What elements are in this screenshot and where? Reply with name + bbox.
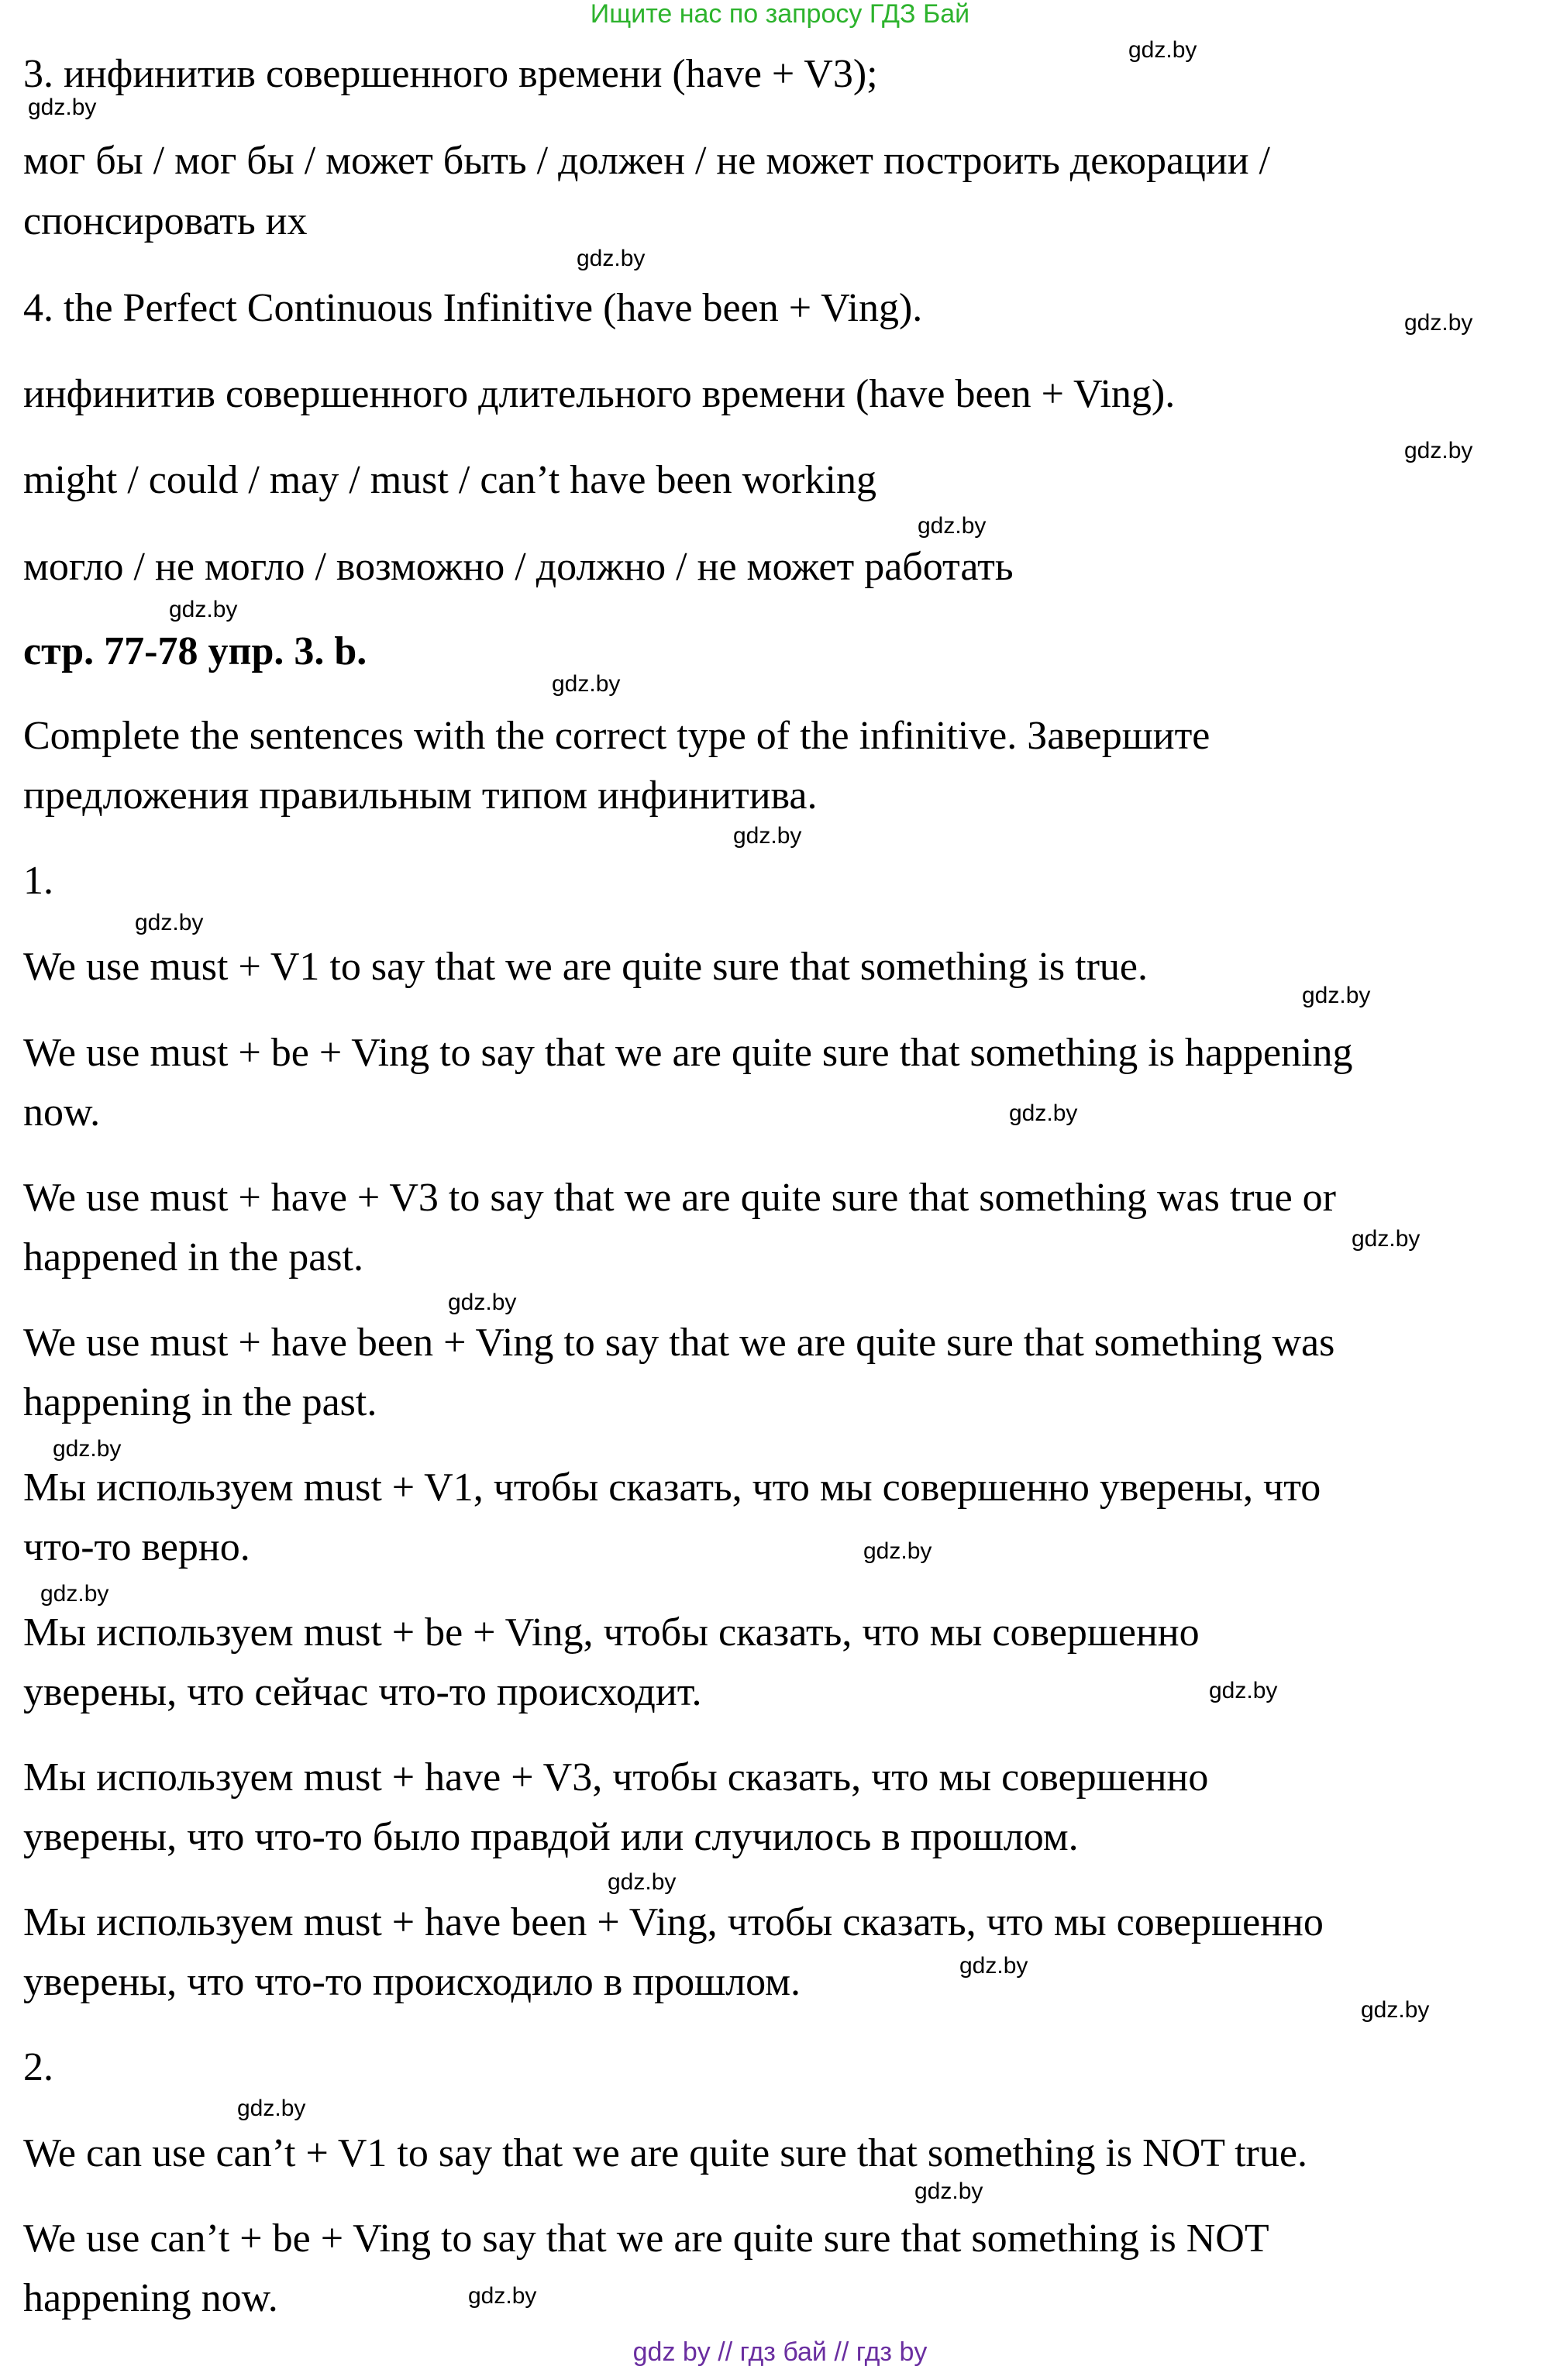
watermark: gdz.by <box>28 95 97 120</box>
watermark: gdz.by <box>1361 1997 1430 2023</box>
search-hint-link[interactable]: Ищите нас по запросу ГДЗ Бай <box>590 0 970 29</box>
text-line: уверены, что что-то было правдой или случилось в прошлом. <box>23 1815 1079 1859</box>
text-line: We use must + be + Ving to say that we are quite sure that something is happening <box>23 1031 1353 1075</box>
text-line: уверены, что что-то происходило в прошлом. <box>23 1960 801 2004</box>
text-line: 4. the Perfect Continuous Infinitive (have been + Ving). <box>23 286 923 330</box>
watermark: gdz.by <box>552 671 621 697</box>
item-number: 2. <box>23 2045 53 2089</box>
watermark: gdz.by <box>1009 1100 1078 1126</box>
watermark: gdz.by <box>169 597 238 622</box>
text-line: We use must + have + V3 to say that we are quite sure that something was true or <box>23 1176 1336 1220</box>
text-line: We can use can’t + V1 to say that we are quite sure that something is NOT true. <box>23 2131 1307 2175</box>
text-line: Мы используем must + be + Ving, чтобы сказать, что мы совершенно <box>23 1610 1200 1655</box>
watermark: gdz.by <box>1404 438 1473 463</box>
section-heading: стр. 77-78 упр. 3. b. <box>23 629 367 673</box>
text-line: уверены, что сейчас что-то происходит. <box>23 1670 702 1714</box>
text-line: мог бы / мог бы / может быть / должен / не может построить декорации / <box>23 139 1270 183</box>
watermark: gdz.by <box>53 1436 122 1462</box>
watermark: gdz.by <box>914 2179 983 2204</box>
watermark: gdz.by <box>918 513 987 539</box>
text-line: We use must + have been + Ving to say that we are quite sure that something was <box>23 1321 1335 1365</box>
text-line: We use must + V1 to say that we are quite sure that something is true. <box>23 945 1148 989</box>
text-line: happening in the past. <box>23 1380 377 1424</box>
text-line: Complete the sentences with the correct type of the infinitive. Завершите <box>23 714 1210 758</box>
watermark: gdz.by <box>959 1953 1028 1979</box>
text-line: спонсировать их <box>23 199 308 243</box>
text-line: happening now. <box>23 2276 278 2320</box>
text-line: might / could / may / must / can’t have been working <box>23 458 876 502</box>
watermark: gdz.by <box>608 1869 677 1895</box>
text-line: Мы используем must + have + V3, чтобы сказать, что мы совершенно <box>23 1755 1209 1800</box>
watermark: gdz.by <box>733 823 802 849</box>
footer-links[interactable]: gdz by // гдз бай // гдз by <box>632 2337 928 2367</box>
text-line: We use can’t + be + Ving to say that we are quite sure that something is NOT <box>23 2216 1269 2261</box>
watermark: gdz.by <box>1352 1226 1421 1252</box>
watermark: gdz.by <box>468 2283 537 2309</box>
watermark: gdz.by <box>1209 1678 1278 1703</box>
text-line: Мы используем must + have been + Ving, чтобы сказать, что мы совершенно <box>23 1900 1324 1944</box>
watermark: gdz.by <box>1302 983 1371 1008</box>
watermark: gdz.by <box>1404 310 1473 336</box>
watermark: gdz.by <box>1128 37 1197 63</box>
watermark: gdz.by <box>40 1581 109 1607</box>
watermark: gdz.by <box>577 246 646 271</box>
watermark: gdz.by <box>237 2096 306 2121</box>
watermark: gdz.by <box>863 1538 932 1564</box>
text-line: happened in the past. <box>23 1235 363 1280</box>
watermark: gdz.by <box>448 1290 517 1315</box>
text-line: 3. инфинитив совершенного времени (have + V3); <box>23 52 878 96</box>
text-line: могло / не могло / возможно / должно / не может работать <box>23 545 1014 589</box>
text-line: что-то верно. <box>23 1525 250 1569</box>
text-line: инфинитив совершенного длительного времени (have been + Ving). <box>23 372 1176 416</box>
text-line: now. <box>23 1090 101 1135</box>
text-line: предложения правильным типом инфинитива. <box>23 773 818 818</box>
item-number: 1. <box>23 859 53 903</box>
text-line: Мы используем must + V1, чтобы сказать, что мы совершенно уверены, что <box>23 1466 1321 1510</box>
watermark: gdz.by <box>135 910 204 935</box>
